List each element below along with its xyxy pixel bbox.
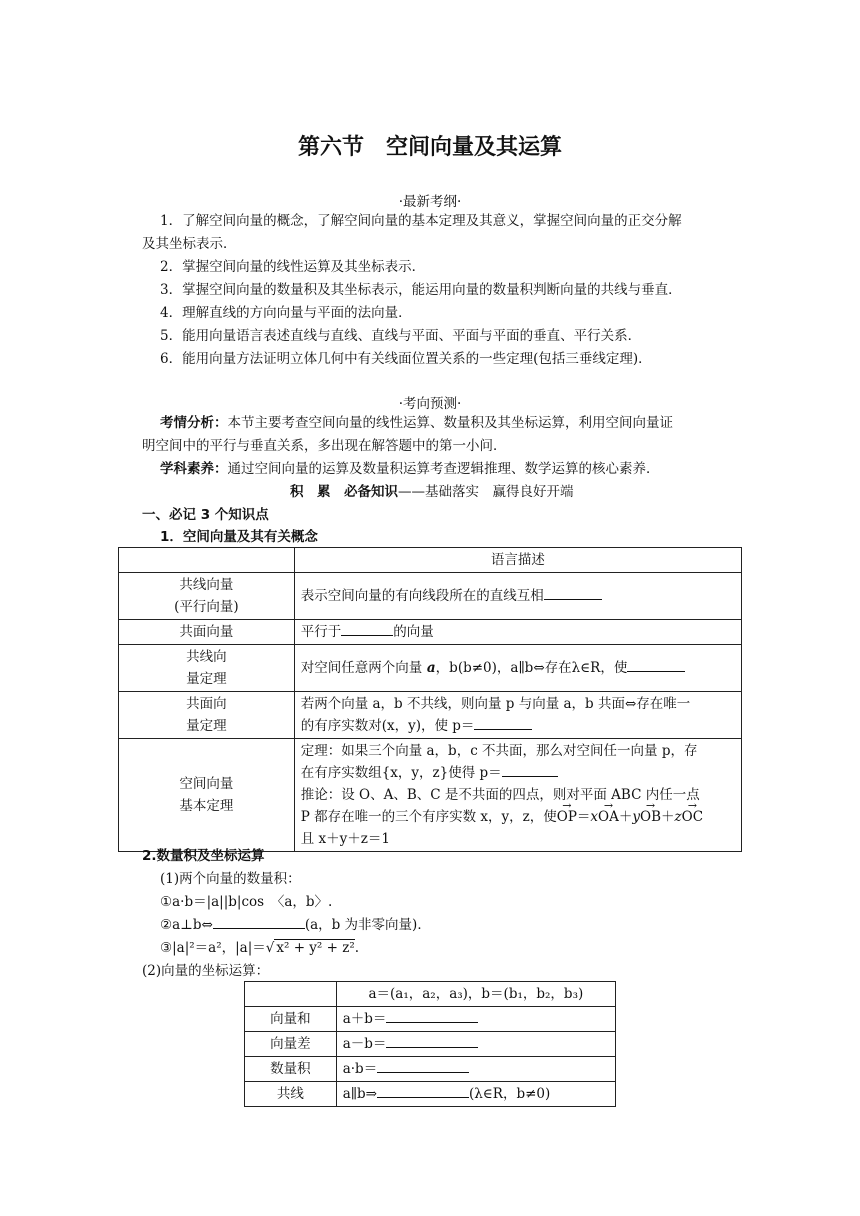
outline-item-3: 3．掌握空间向量的数量积及其坐标表示，能运用向量的数量积判断向量的共线与垂直． [160, 282, 682, 298]
page-title: 第六节 空间向量及其运算 [297, 135, 562, 160]
row-expr: a∥b⇒ (λ∈R，b≠0) [336, 1082, 615, 1107]
row-name: 数量积 [245, 1057, 337, 1082]
answer-blank [377, 1059, 469, 1073]
row-expr: a·b＝ [336, 1057, 615, 1082]
banner [290, 481, 574, 503]
answer-blank [627, 658, 685, 672]
vector-formula: → OP＝x→ OA＋y→ OB＋z→ OC [557, 809, 703, 825]
table-row [245, 1032, 616, 1057]
row-name: 共线向 量定理 [119, 645, 295, 692]
forecast-heading: ·考向预测· [398, 396, 462, 412]
table-header: a＝(a₁，a₂，a₃)，b＝(b₁，b₂，b₃) [336, 982, 615, 1007]
table-row [119, 739, 742, 852]
row-name: 共面向 量定理 [119, 692, 295, 739]
row-name: 空间向量 基本定理 [119, 739, 295, 852]
part-heading: 一、必记 3 个知识点 [142, 507, 269, 523]
row-name: 共线向量 (平行向量) [119, 573, 295, 620]
dot-product-heading: (1)两个向量的数量积： [160, 871, 301, 887]
coordinate-table [244, 981, 616, 1107]
row-name: 共面向量 [119, 620, 295, 645]
table-header: 语言描述 [294, 548, 741, 573]
row-desc: 对空间任意两个向量 a，b(b≠0)，a∥b⇔存在λ∈R，使 [294, 645, 741, 692]
answer-blank [386, 1009, 478, 1023]
dot-product-def: ①a·b＝|a||b|cos 〈a，b〉. [160, 894, 333, 910]
outline-item-2: 2．掌握空间向量的线性运算及其坐标表示． [160, 259, 426, 275]
outline-item-1: 1．了解空间向量的概念，了解空间向量的基本定理及其意义，掌握空间向量的正交分解 [160, 213, 682, 229]
answer-blank [502, 763, 558, 777]
table-row [119, 573, 742, 620]
table-row [245, 1082, 616, 1107]
outline-item-1-cont: 及其坐标表示． [142, 236, 237, 252]
subheading-2: 2.数量积及坐标运算 [142, 848, 265, 864]
row-name: 向量和 [245, 1007, 337, 1032]
answer-blank [213, 915, 305, 929]
table-row [119, 645, 742, 692]
forecast-analysis-cont: 明空间中的平行与垂直关系，多出现在解答题中的第一小问． [142, 438, 507, 454]
analysis-text: 本节主要考查空间向量的线性运算、数量积及其坐标运算，利用空间向量证 [227, 415, 673, 431]
analysis-label: 考情分析： [160, 415, 228, 431]
answer-blank [341, 622, 393, 636]
literacy-text: 通过空间向量的运算及数量积运算考查逻辑推理、数学运算的核心素养． [227, 461, 660, 477]
magnitude-formula: ③|a|²＝a²，|a|＝√ x² + y² + z². [160, 940, 360, 956]
forecast-analysis [160, 412, 673, 434]
coordinate-heading: (2)向量的坐标运算： [142, 963, 270, 979]
banner-rest: ——基础落实 赢得良好开端 [398, 484, 574, 500]
sqrt-sign-icon: √ [265, 940, 275, 956]
outline-item-5: 5．能用向量语言表述直线与直线、直线与平面、平面与平面的垂直、平行关系． [160, 328, 642, 344]
perpendicular-rule: ②a⊥b⇔ (a，b 为非零向量)． [160, 917, 431, 933]
table-row [245, 982, 616, 1007]
row-name: 向量差 [245, 1032, 337, 1057]
table-row [119, 692, 742, 739]
row-desc: 平行于 的向量 [294, 620, 741, 645]
table-row [245, 1007, 616, 1032]
subheading-1: 1．空间向量及其有关概念 [160, 529, 318, 545]
concepts-table [118, 547, 742, 852]
table-row [119, 548, 742, 573]
answer-blank [386, 1034, 478, 1048]
row-desc: 若两个向量 a，b 不共线，则向量 p 与向量 a，b 共面⇔存在唯一 的有序实数对(x，y)，使 p＝ [294, 692, 741, 739]
answer-blank [474, 716, 532, 730]
outline-heading: ·最新考纲· [398, 194, 462, 210]
banner-bold: 积 累 必备知识 [290, 484, 398, 500]
outline-item-4: 4．理解直线的方向向量与平面的法向量． [160, 305, 412, 321]
row-expr: a＋b＝ [336, 1007, 615, 1032]
table-row [119, 620, 742, 645]
answer-blank [544, 586, 602, 600]
row-name: 共线 [245, 1082, 337, 1107]
answer-blank [377, 1084, 469, 1098]
row-desc: 表示空间向量的有向线段所在的直线互相 [294, 573, 741, 620]
row-expr: a－b＝ [336, 1032, 615, 1057]
outline-item-6: 6．能用向量方法证明立体几何中有关线面位置关系的一些定理(包括三垂线定理)． [160, 351, 652, 367]
forecast-literacy [160, 458, 660, 480]
table-row [245, 1057, 616, 1082]
literacy-label: 学科素养： [160, 461, 228, 477]
row-desc: 定理：如果三个向量 a，b，c 不共面，那么对空间任一向量 p，存 在有序实数组{x，y，z}使得 p＝ 推论：设 O、A、B、C 是不共面的四点，则对平面 ABC 内任一点 P 都存在唯一的三个有序实数 x，y，z，使→ OP＝x→ OA＋y→ OB＋z→ OC 且 x＋y＋z＝1 [294, 739, 741, 852]
